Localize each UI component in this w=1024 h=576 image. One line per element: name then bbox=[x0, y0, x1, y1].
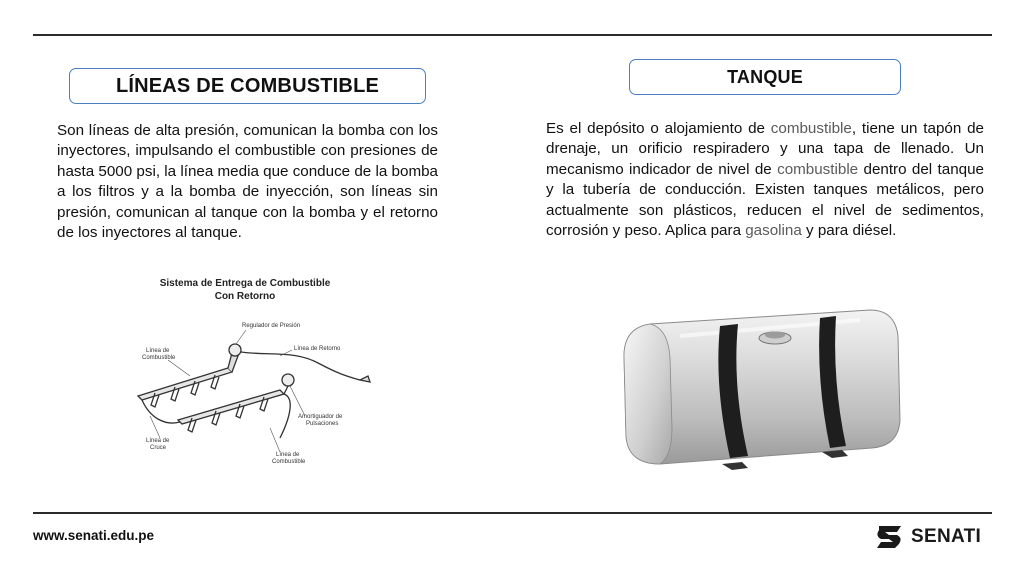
label-retorno: Línea de Retorno bbox=[294, 346, 341, 352]
keyword-combustible-2: combustible bbox=[777, 160, 859, 178]
keyword-combustible-1: combustible bbox=[770, 120, 852, 137]
label-comb-bottom-2: Combustible bbox=[272, 459, 306, 465]
label-comb-top-1: Línea de bbox=[146, 348, 170, 354]
section-title-lineas: LÍNEAS DE COMBUSTIBLE bbox=[69, 68, 426, 104]
senati-s-logo-icon bbox=[875, 524, 905, 550]
label-amort-1: Amortiguador de bbox=[298, 414, 343, 420]
top-divider bbox=[33, 34, 992, 36]
fuel-delivery-diagram bbox=[120, 268, 390, 474]
label-amort-2: Pulsaciones bbox=[306, 421, 339, 427]
footer-url[interactable]: www.senati.edu.pe bbox=[33, 528, 155, 543]
diagram-title-2: Con Retorno bbox=[214, 291, 276, 302]
label-regulador: Regulador de Presión bbox=[242, 323, 301, 329]
bottom-divider bbox=[33, 512, 992, 514]
fuel-tank-image bbox=[610, 296, 910, 474]
lineas-description: Son líneas de alta presión, comunican la bomba con los inyectores, impulsando el combustible con presiones de hasta 5000 psi, la línea media que conduce de la bomba a los filtros y a la bomba de inyección, son líneas sin presión, comunican al tanque con la bomba y el retorno de los inyectores al tanque. bbox=[57, 122, 438, 242]
label-comb-top-2: Combustible bbox=[142, 355, 176, 361]
keyword-gasolina: gasolina bbox=[745, 222, 802, 240]
label-cruce-1: Línea de bbox=[146, 438, 170, 444]
section-title-tanque: TANQUE bbox=[629, 59, 901, 95]
label-comb-bottom-1: Línea de bbox=[276, 452, 300, 458]
diagram-title-1: Sistema de Entrega de Combustible bbox=[159, 278, 331, 289]
senati-logo bbox=[875, 523, 981, 551]
label-cruce-2: Cruce bbox=[150, 445, 167, 451]
logo-text: SENATI bbox=[911, 526, 982, 547]
tanque-description: Es el depósito o alojamiento de combustible, tiene un tapón de drenaje, un orificio respiradero y una tapa de llenado. Un mecanismo indicador de nivel de combustible dentro del tanque y la tubería de conducción. Existen tanques metálicos, pero actualmente son plásticos, reducen el nivel de sedimentos, corrosión y peso. Aplica para gasolina y para diésel. bbox=[546, 120, 984, 240]
